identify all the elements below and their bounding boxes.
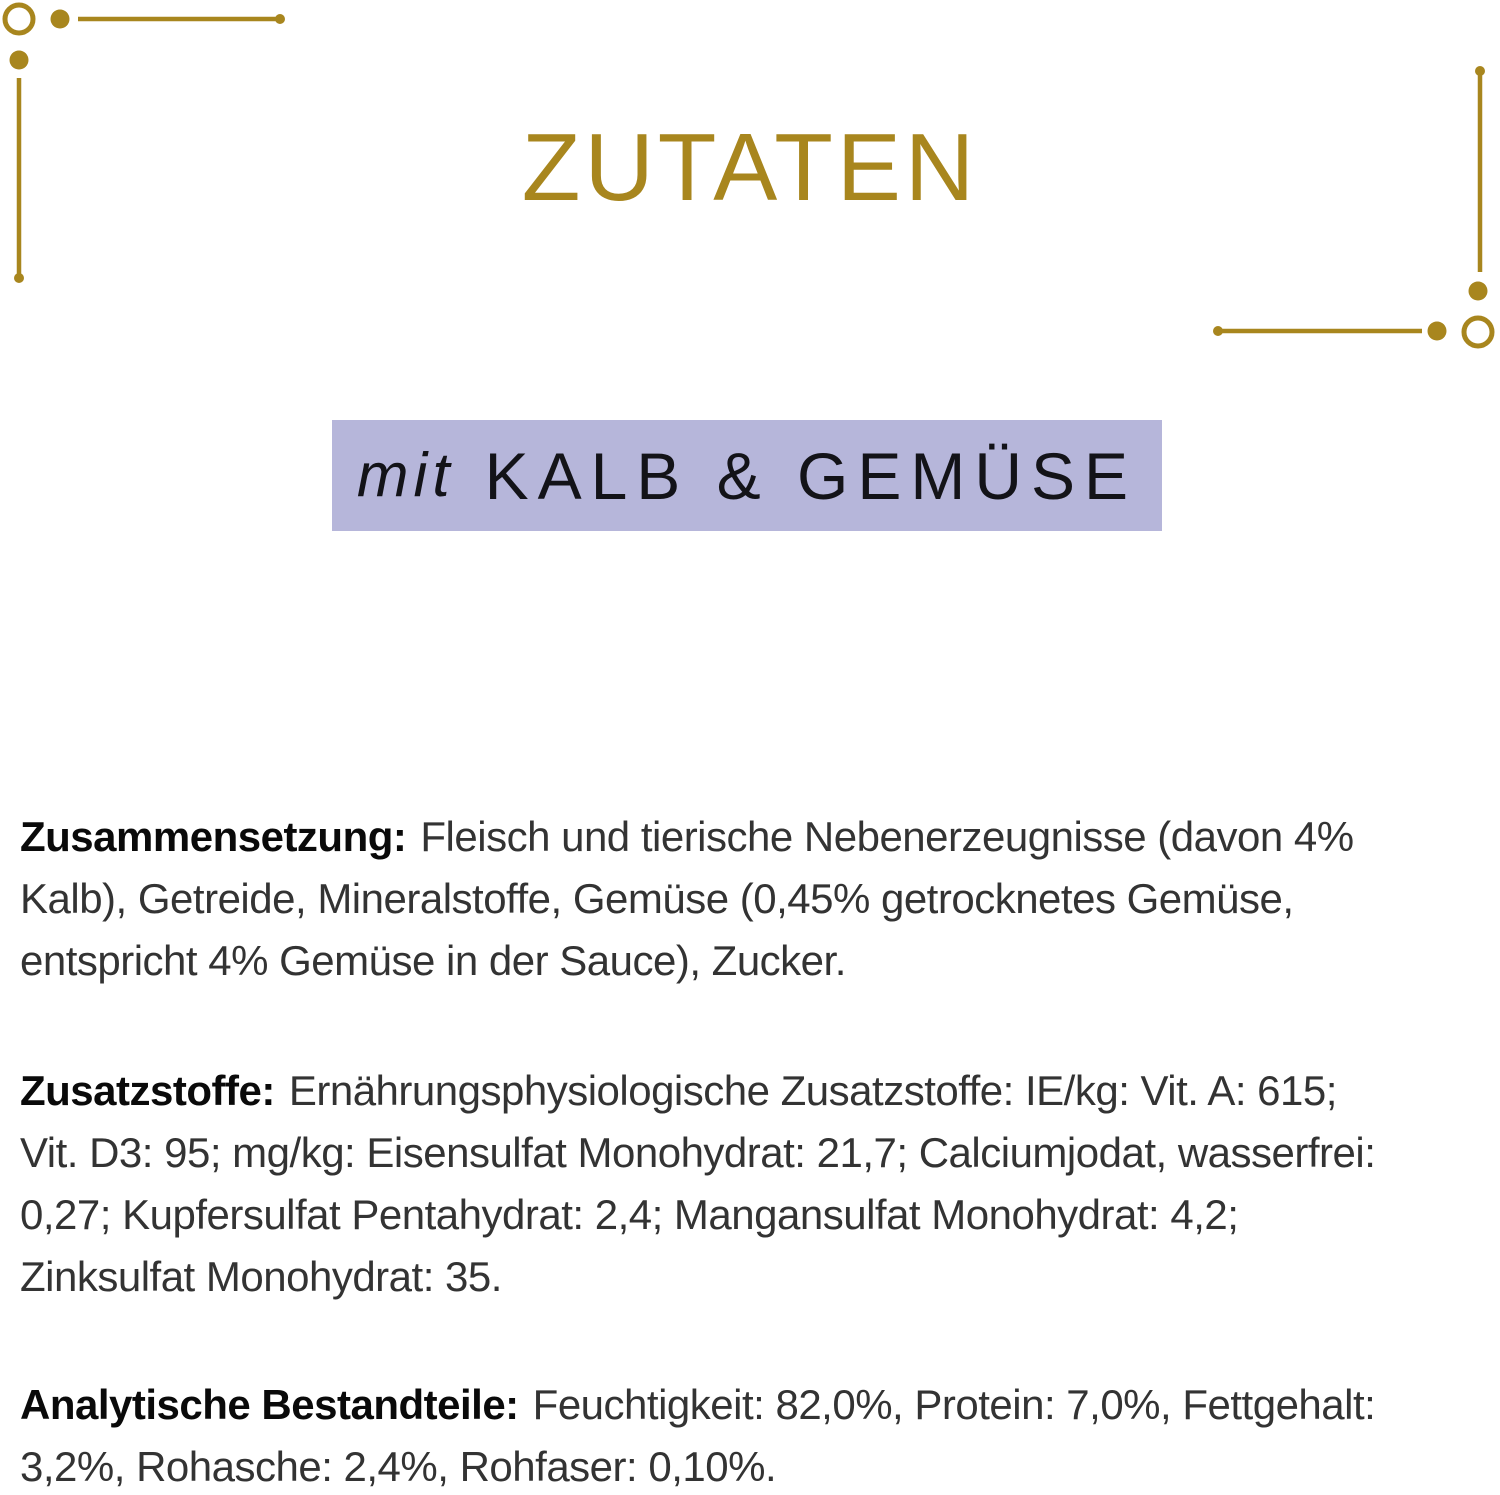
composition-paragraph (20, 806, 1500, 992)
analytical-text: Feuchtigkeit: 82,0%, Protein: 7,0%, Fettgehalt: (532, 1381, 1376, 1428)
composition-label: Zusammensetzung: (20, 813, 407, 860)
composition-text: Fleisch und tierische Nebenerzeugnisse (davon 4% (420, 813, 1354, 860)
banner-prefix: mit (356, 441, 455, 510)
additives-text: Ernährungsphysiologische Zusatzstoffe: IE/kg: Vit. A: 615; (288, 1067, 1337, 1114)
composition-line (20, 806, 1500, 868)
composition-line: Kalb), Getreide, Mineralstoffe, Gemüse (0,45% getrocknetes Gemüse, (20, 875, 1294, 922)
composition-line: entspricht 4% Gemüse in der Sauce), Zucker. (20, 937, 846, 984)
additives-line: 0,27; Kupfersulfat Pentahydrat: 2,4; Mangansulfat Monohydrat: 4,2; (20, 1191, 1239, 1238)
analytical-line (20, 1374, 1500, 1436)
analytical-constituents-paragraph (20, 1374, 1500, 1495)
analytical-line: 3,2%, Rohasche: 2,4%, Rohfaser: 0,10%. (20, 1443, 777, 1490)
additives-line (20, 1060, 1500, 1122)
additives-label: Zusatzstoffe: (20, 1067, 275, 1114)
additives-line: Vit. D3: 95; mg/kg: Eisensulfat Monohydrat: 21,7; Calciumjodat, wasserfrei: (20, 1129, 1376, 1176)
additives-line: Zinksulfat Monohydrat: 35. (20, 1253, 502, 1300)
analytical-label: Analytische Bestandteile: (20, 1381, 519, 1428)
banner-variant-label: KALB & GEMÜSE (484, 438, 1138, 513)
page-title: ZUTATEN (521, 114, 979, 221)
additives-paragraph (20, 1060, 1500, 1308)
variant-banner (332, 420, 1162, 531)
